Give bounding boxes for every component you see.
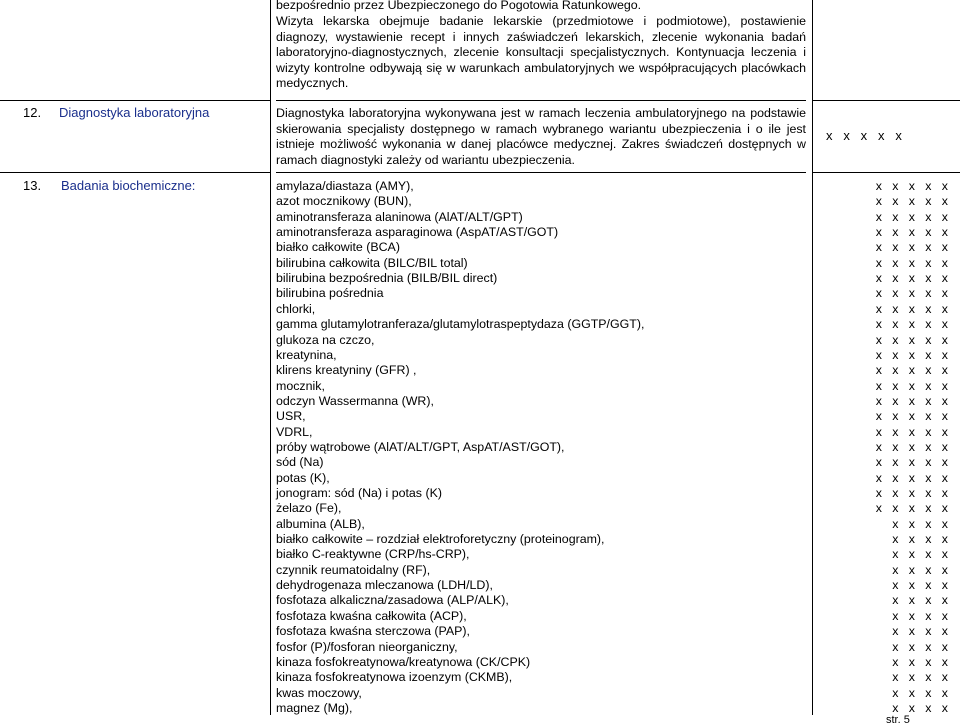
section-12-marks: x x x x x [826,128,902,143]
top-text: bezpośrednio przez Ubezpieczonego do Pogotowia Ratunkowego. [276,0,642,12]
variant-marks: x x x x x [875,470,948,485]
variant-marks: x x x x x [875,486,948,500]
variant-marks: x x x x [892,562,948,577]
test-name: fosfotaza kwaśna całkowita (ACP), [276,608,467,623]
test-name: kreatynina, [276,347,337,362]
test-name: bilirubina bezpośrednia (BILB/BIL direct) [276,271,498,286]
variant-marks: x x x x x [875,455,948,470]
test-name: mocznik, [276,378,325,393]
section-12-number: 12. [23,105,42,120]
test-name: azot mocznikowy (BUN), [276,194,412,209]
test-name: VDRL, [276,424,313,439]
test-name: aminotransferaza alaninowa (AlAT/ALT/GPT) [276,209,523,224]
test-name: amylaza/diastaza (AMY), [276,179,414,193]
test-name: próby wątrobowe (AlAT/ALT/GPT, AspAT/AST/GOT), [276,439,565,454]
test-name: jonogram: sód (Na) i potas (K) [276,486,442,500]
variant-marks: x x x x x [875,501,948,516]
variant-marks: x x x x [892,654,948,669]
test-name: kinaza fosfokreatynowa/kreatynowa (CK/CPK) [276,654,531,669]
test-name: fosfotaza alkaliczna/zasadowa (ALP/ALK), [276,593,509,608]
variant-marks: x x x x x [875,301,948,316]
row-separator [0,100,270,101]
test-name: kinaza fosfokreatynowa izoenzym (CKMB), [276,670,513,685]
section-12-title: Diagnostyka laboratoryjna [59,105,210,120]
variant-marks: x x x x x [875,439,948,454]
variant-marks: x x x x [892,516,948,531]
page-number: str. 5 [886,714,910,726]
test-name: fosfotaza kwaśna sterczowa (PAP), [276,624,470,639]
variant-marks: x x x x [892,624,948,639]
section-13-title: Badania biochemiczne: [61,178,196,193]
test-name: odczyn Wassermanna (WR), [276,393,434,408]
test-name: sód (Na) [276,455,324,470]
variant-marks: x x x x x [875,209,948,224]
variant-marks: x x x x x [875,393,948,408]
variant-marks: x x x x [892,639,948,654]
test-name: kwas moczowy, [276,685,362,700]
table-rule-right-top [812,0,813,1]
row-separator [812,172,960,173]
variant-marks: x x x x x [875,317,948,332]
variant-marks: x x x x [892,685,948,700]
test-name: klirens kreatyniny (GFR) , [276,363,417,378]
variant-marks: x x x x [892,608,948,623]
variant-marks: x x x x [892,700,948,715]
variant-marks: x x x x x [875,332,948,347]
test-name: białko C-reaktywne (CRP/hs-CRP), [276,547,470,562]
test-name: gamma glutamylotranferaza/glutamylotraspeptydaza (GGTP/GGT), [276,317,645,332]
row-separator [0,172,270,173]
row-separator [812,100,960,101]
visit-description: Wizyta lekarska obejmuje badanie lekarskie (przedmiotowe i podmiotowe), postawienie diagnozy, wystawienie recept i innych zaświadczeń lekarskich, zlecenie wykonania badań laboratoryjno-diagnostycznych, zlecenie konsultacji specjalistycznych. Kontynuacja leczenia i wizyty kontrolne odbywają się w warunkach ambulatoryjnych we współpracujących placówkach medycznych. [276,14,806,91]
variant-marks: x x x x x [875,179,948,193]
table-rule-right [812,0,813,715]
variant-marks: x x x x [892,578,948,593]
variant-marks: x x x x x [875,363,948,378]
variant-marks: x x x x [892,670,948,685]
row-separator [276,172,806,173]
variant-marks: x x x x [892,532,948,547]
variant-marks: x x x x x [875,347,948,362]
section-13-number: 13. [23,178,42,193]
test-name: białko całkowite (BCA) [276,240,400,255]
test-name: żelazo (Fe), [276,501,342,516]
variant-marks: x x x x [892,547,948,562]
variant-marks: x x x x [892,593,948,608]
test-name: czynnik reumatoidalny (RF), [276,562,431,577]
variant-marks: x x x x x [875,271,948,286]
test-name: fosfor (P)/fosforan nieorganiczny, [276,639,458,654]
variant-marks: x x x x x [875,240,948,255]
test-name: bilirubina całkowita (BILC/BIL total) [276,255,468,270]
section-12-description: Diagnostyka laboratoryjna wykonywana jest w ramach leczenia ambulatoryjnego na podstawie skierowania specjalisty dostępnego w ramach wybranego wariantu ubezpieczenia i o ile jest istnieje możliwość wykonania w danej placówce medycznej. Zakres świadczeń dostępnych w ramach diagnostyki zależy od wariantu ubezpieczenia. [276,106,806,167]
test-name: albumina (ALB), [276,516,365,531]
test-name: glukoza na czczo, [276,332,375,347]
variant-marks: x x x x x [875,194,948,209]
variant-marks: x x x x x [875,424,948,439]
test-name: USR, [276,409,306,424]
test-name: bilirubina pośrednia [276,286,384,301]
test-name: dehydrogenaza mleczanowa (LDH/LD), [276,578,493,593]
variant-marks: x x x x x [875,286,948,301]
row-separator [276,100,806,101]
test-name: aminotransferaza asparaginowa (AspAT/AST/GOT) [276,225,559,240]
test-name: magnez (Mg), [276,700,353,715]
variant-marks: x x x x x [875,255,948,270]
table-rule-left [270,0,271,715]
variant-marks: x x x x x [875,378,948,393]
variant-marks: x x x x x [875,409,948,424]
test-name: chlorki, [276,301,316,316]
variant-marks: x x x x x [875,225,948,240]
test-name: potas (K), [276,470,330,485]
test-name: białko całkowite – rozdział elektroforetyczny (proteinogram), [276,532,605,547]
